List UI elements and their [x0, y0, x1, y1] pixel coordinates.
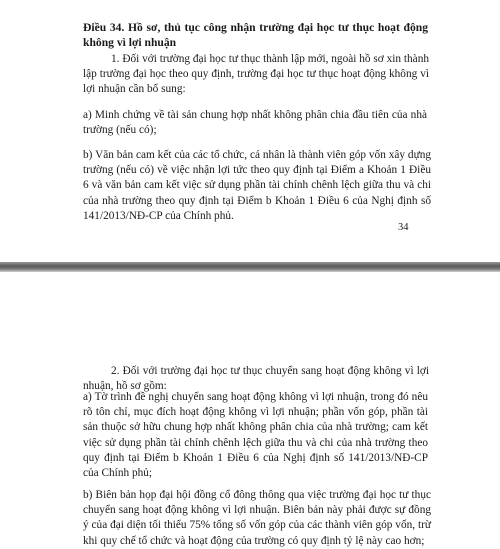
document-page-bottom [0, 272, 500, 547]
clause-1-intro: 1. Đối với trường đại học tư thục thành lập mới, ngoài hồ sơ xin thành lập trường đại học theo quy định, trường đại học tư thục hoạt động không vì lợi nhuận cần bổ sung: [83, 53, 429, 96]
page-divider [0, 262, 500, 272]
clause-1-point-a: a) Minh chứng về tài sản chung hợp nhất không phân chia đầu tiên của nhà trường (nếu có); [83, 109, 427, 137]
clause-2-intro: 2. Đối với trường đại học tư thục chuyển sang hoạt động không vì lợi nhuận, hồ sơ gồm: [83, 365, 429, 393]
document-page-top [0, 0, 500, 262]
clause-2-point-a: a) Tờ trình đề nghị chuyển sang hoạt động không vì lợi nhuận, trong đó nêu rõ tôn chỉ, mục đích hoạt động không vì lợi nhuận; phần vốn góp, phần tài sản thuộc sở hữu chung hợp nhất không phân chia của nhà trường; cam kết việc sử dụng phần tài chính chênh lệch giữa thu và chi của nhà trường theo quy định tại Điểm b Khoản 1 Điều 6 của Nghị định số 141/2013/NĐ-CP của Chính phủ; [83, 391, 428, 480]
article-heading: Điều 34. Hồ sơ, thủ tục công nhận trường đại học tư thục hoạt động không vì lợi nhuận [83, 21, 428, 49]
clause-1-point-b: b) Văn bản cam kết của các tổ chức, cá nhân là thành viên góp vốn xây dựng trường (nếu có) về việc nhận lợi tức theo quy định tại Điểm a Khoản 1 Điều 6 và văn bản cam kết việc sử dụng phần tài chính chênh lệch giữa thu và chi của nhà trường theo quy định tại Điểm b Khoản 1 Điều 6 của Nghị định số 141/2013/NĐ-CP của Chính phủ. [83, 149, 431, 222]
page-number: 34 [398, 222, 409, 233]
clause-2-point-b: b) Biên bản họp đại hội đồng cổ đông thông qua việc trường đại học tư thục chuyển sang hoạt động không vì lợi nhuận. Biên bản này phải được sự đồng ý của đại diện tối thiểu 75% tổng số vốn góp của các thành viên góp vốn, trừ khi quy chế tổ chức và hoạt động của trường có quy định tỷ lệ này cao hơn; [83, 489, 431, 547]
